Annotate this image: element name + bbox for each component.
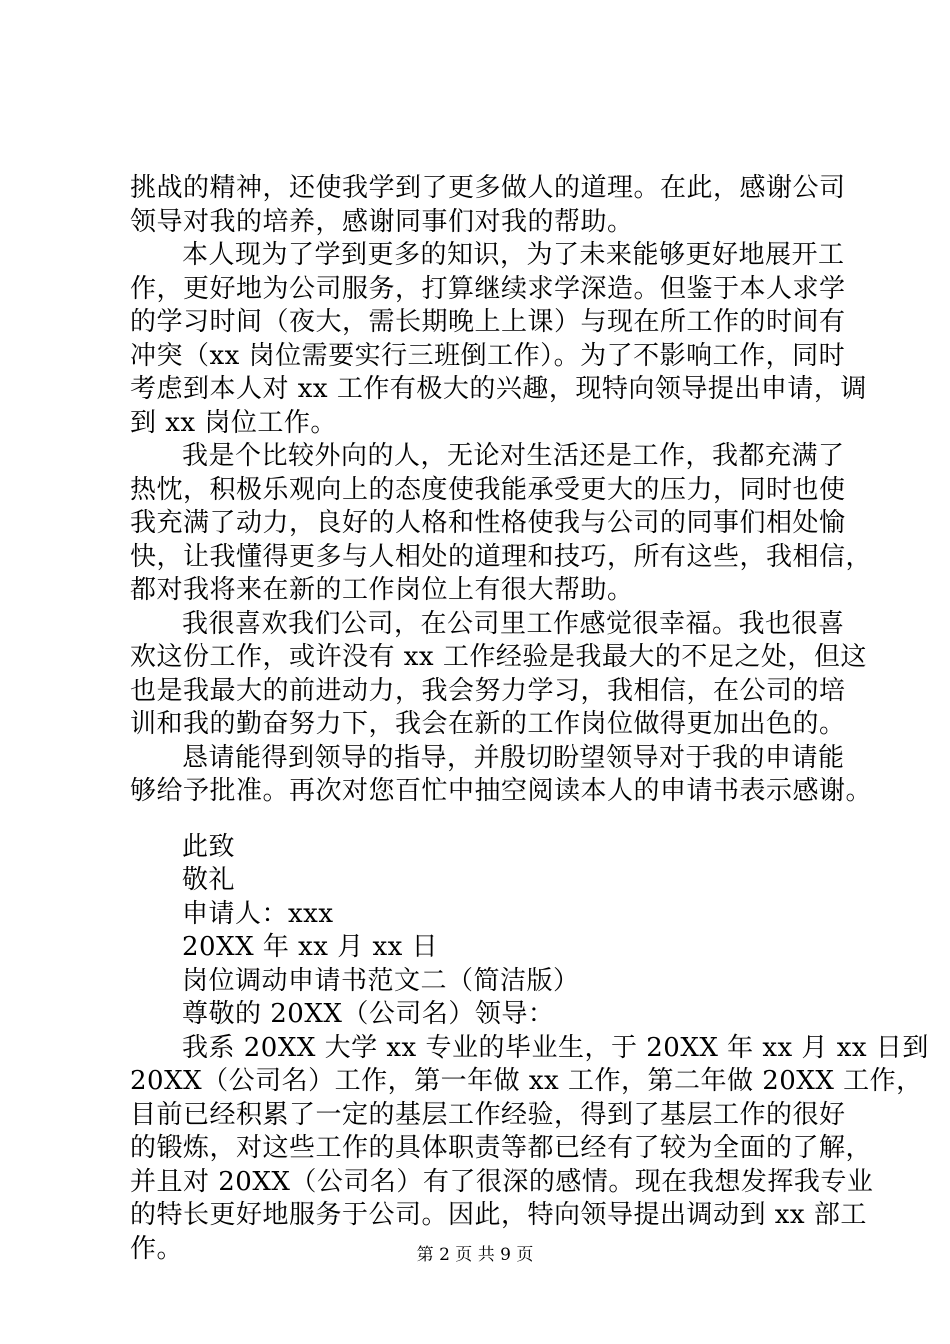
text-line: 都对我将来在新的工作岗位上有很大帮助。	[130, 575, 634, 605]
text-line: 并且对 20XX（公司名）有了很深的感情。现在我想发挥我专业	[130, 1166, 874, 1197]
applicant-line: 申请人：xxx	[182, 898, 334, 929]
closing-regards: 敬礼	[182, 865, 236, 895]
text-line: 我很喜欢我们公司，在公司里工作感觉很幸福。我也很喜	[182, 608, 845, 639]
text-line: 欢这份工作，或许没有 xx 工作经验是我最大的不足之处，但这	[130, 642, 867, 672]
text-line: 训和我的勤奋努力下，我会在新的工作岗位做得更加出色的。	[130, 709, 846, 739]
document-body	[130, 172, 929, 1266]
text-line: 恳请能得到领导的指导，并殷切盼望领导对于我的申请能	[182, 742, 845, 773]
text-line: 我系 20XX 大学 xx 专业的毕业生，于 20XX 年 xx 月 xx 日到	[182, 1032, 929, 1063]
section-heading: 岗位调动申请书范文二（简洁版）	[182, 965, 580, 996]
text-line: 到 xx 岗位工作。	[130, 407, 337, 438]
greeting-line: 尊敬的 20XX（公司名）领导：	[182, 999, 555, 1029]
text-line: 我是个比较外向的人，无论对生活还是工作，我都充满了	[182, 441, 845, 471]
paragraph-spacer	[130, 809, 835, 831]
text-line: 目前已经积累了一定的基层工作经验，得到了基层工作的很好	[130, 1099, 846, 1130]
text-line: 的学习时间（夜大，需长期晚上上课）与现在所工作的时间有	[130, 307, 846, 337]
text-line: 挑战的精神，还使我学到了更多做人的道理。在此，感谢公司	[130, 173, 846, 203]
text-line: 领导对我的培养，感谢同事们对我的帮助。	[130, 206, 634, 237]
text-line: 本人现为了学到更多的知识，为了未来能够更好地展开工	[182, 240, 845, 270]
text-line: 快，让我懂得更多与人相处的道理和技巧，所有这些，我相信，	[130, 541, 873, 572]
text-line: 作，更好地为公司服务，打算继续求学深造。但鉴于本人求学	[130, 273, 846, 304]
text-line: 我充满了动力，良好的人格和性格使我与公司的同事们相处愉	[130, 508, 846, 538]
text-line: 的特长更好地服务于公司。因此，特向领导提出调动到 xx 部工	[130, 1200, 867, 1230]
text-line: 考虑到本人对 xx 工作有极大的兴趣，现特向领导提出申请，调	[130, 374, 867, 404]
text-line: 热忱，积极乐观向上的态度使我能承受更大的压力，同时也使	[130, 474, 846, 505]
date-line: 20XX 年 xx 月 xx 日	[182, 932, 439, 962]
text-line: 的锻炼，对这些工作的具体职责等都已经有了较为全面的了解，	[130, 1133, 873, 1163]
text-line: 冲突（xx 岗位需要实行三班倒工作）。为了不影响工作，同时	[130, 340, 846, 371]
page-number-footer: 第 2 页 共 9 页	[416, 1245, 534, 1265]
text-line: 20XX（公司名）工作，第一年做 xx 工作，第二年做 20XX 工作，	[130, 1066, 923, 1096]
text-line: 作。	[130, 1233, 184, 1264]
closing-salutation: 此致	[182, 831, 236, 862]
text-line: 够给予批准。再次对您百忙中抽空阅读本人的申请书表示感谢。	[130, 776, 873, 806]
text-line: 也是我最大的前进动力，我会努力学习，我相信，在公司的培	[130, 675, 846, 706]
